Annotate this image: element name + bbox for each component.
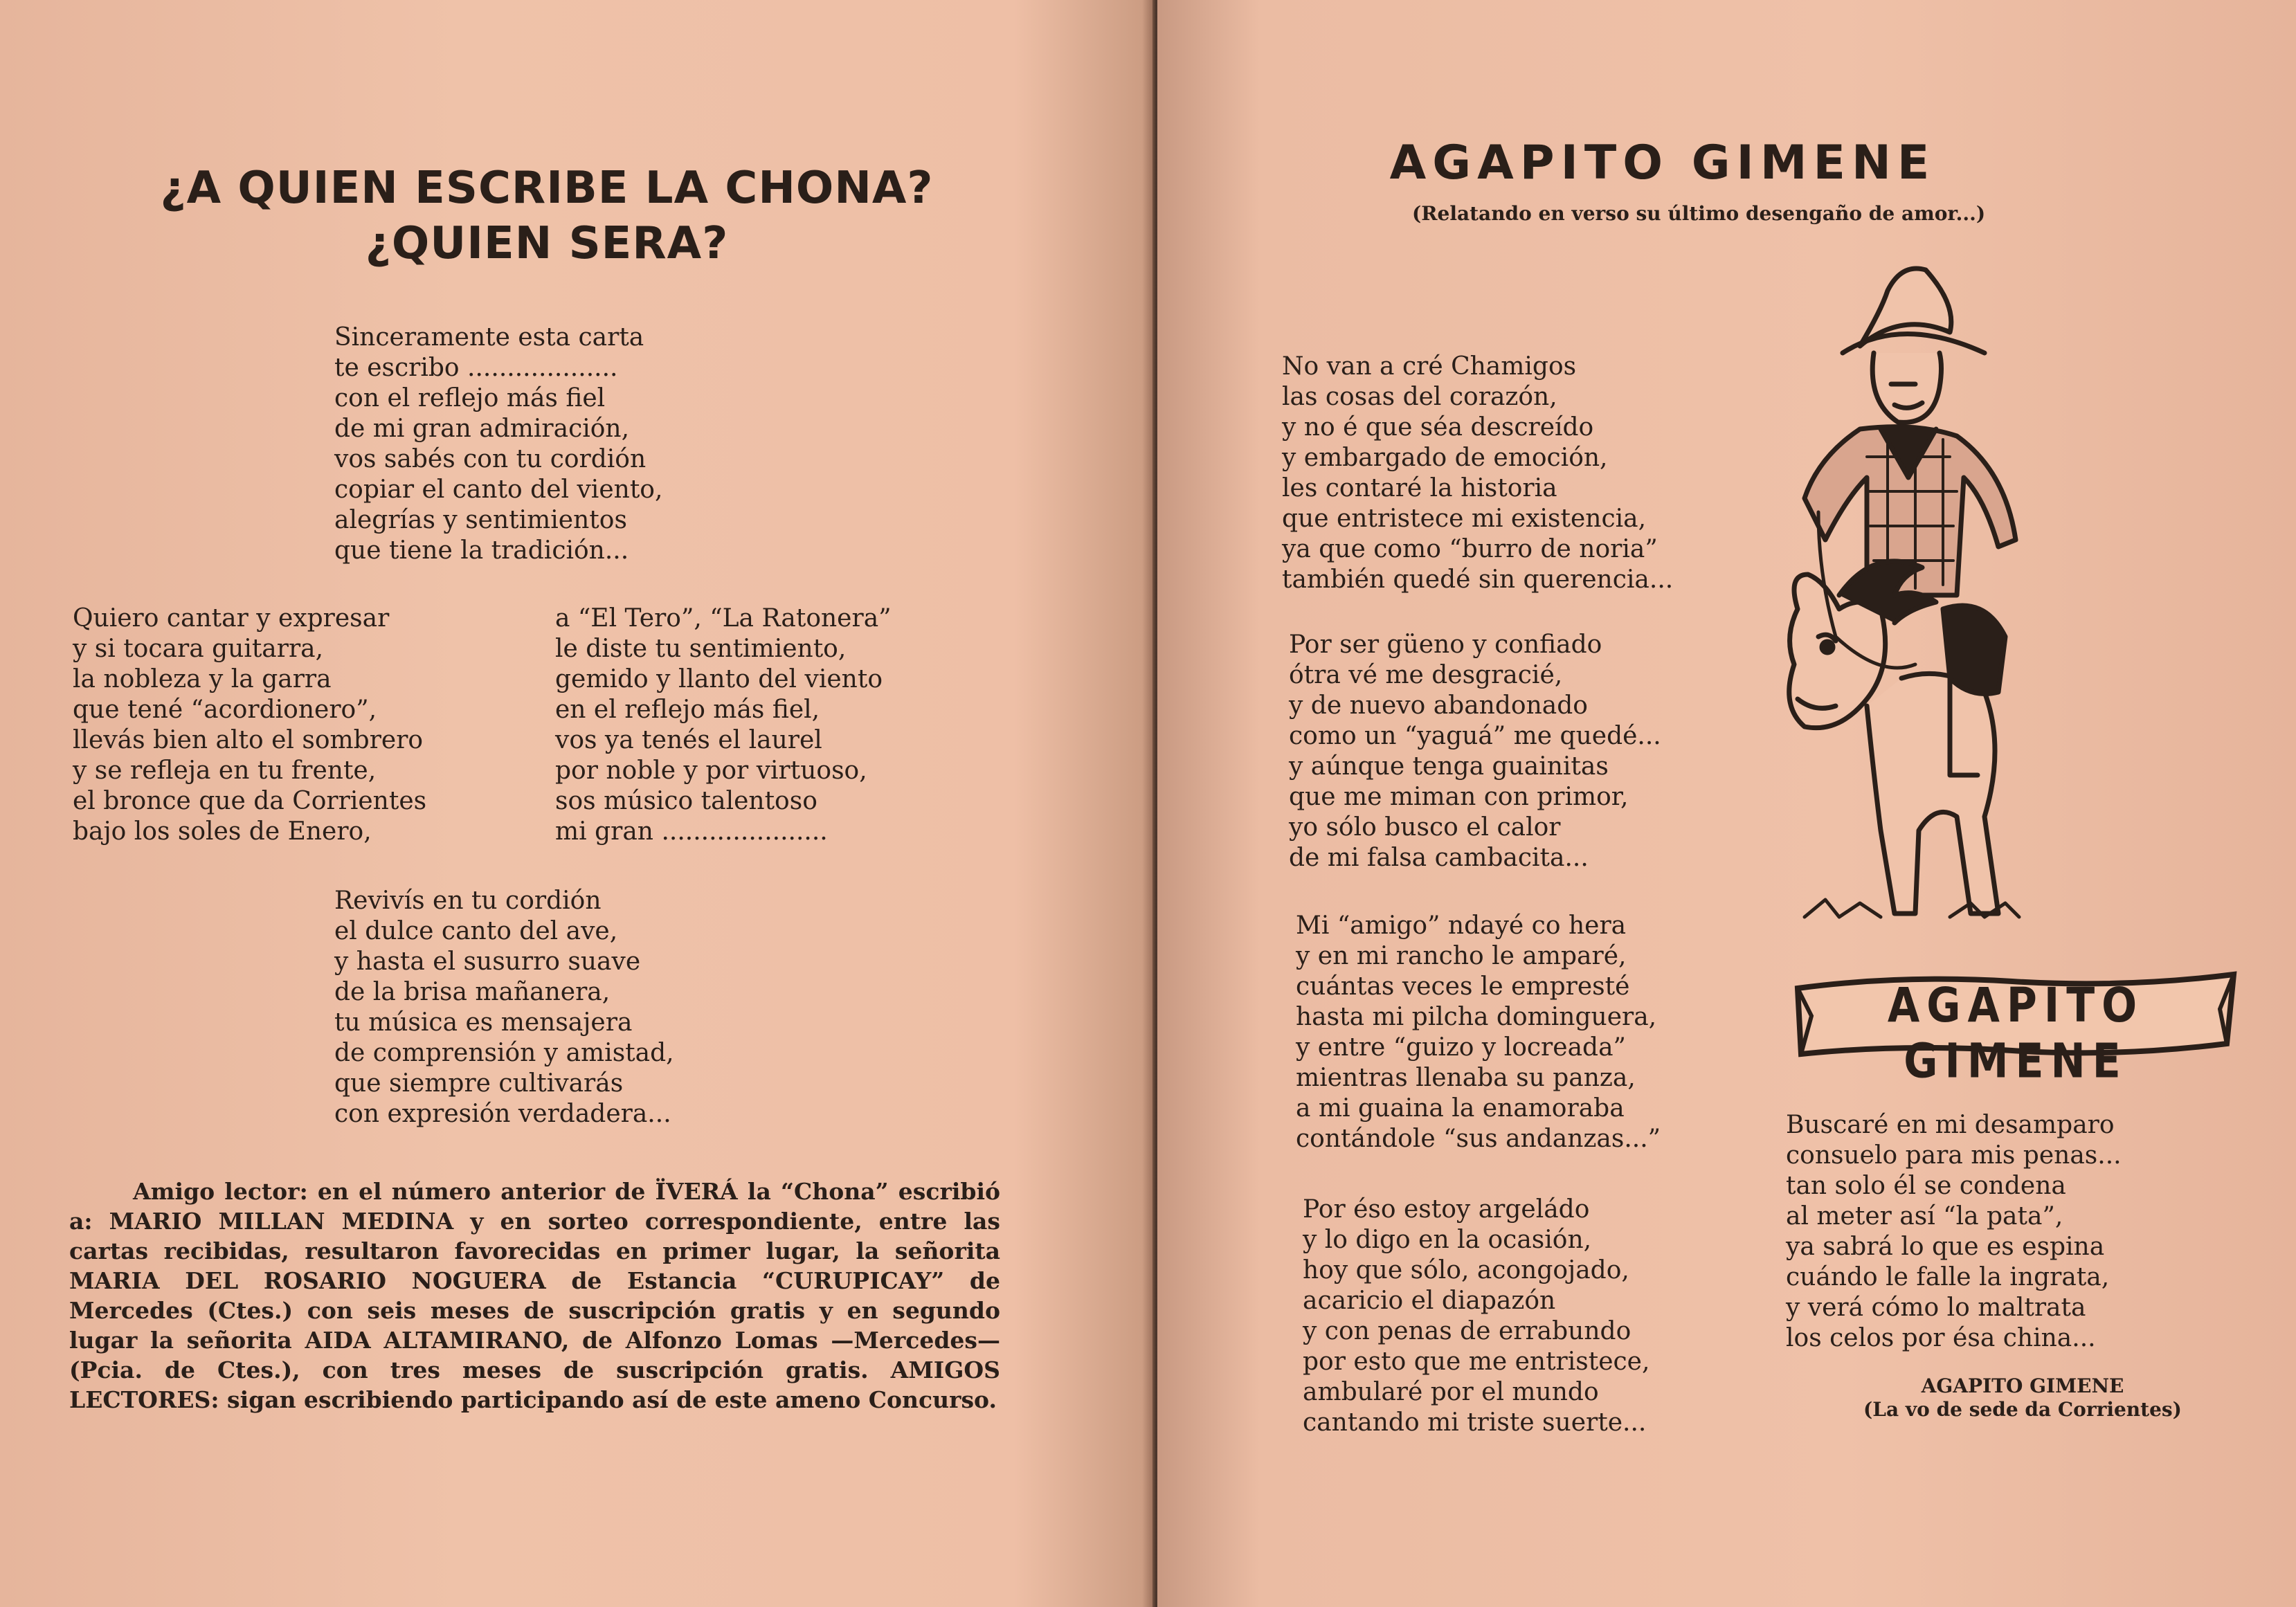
verse-line: No van a cré Chamigos <box>1282 352 1577 381</box>
verse-line: y se refleja en tu frente, <box>73 756 377 785</box>
verse-line: y entre “guizo y locreada” <box>1296 1033 1626 1062</box>
verse-line: ya que como “burro de noria” <box>1282 535 1658 563</box>
verse-line: tan solo él se condena <box>1786 1172 2066 1200</box>
verse-line: mientras llenaba su panza, <box>1296 1064 1636 1092</box>
signature-name: AGAPITO GIMENE <box>1921 1374 2124 1397</box>
verse-line: Revivís en tu cordión <box>334 887 602 915</box>
verse-line: y si tocara guitarra, <box>73 635 324 663</box>
verse-line: de mi falsa cambacita... <box>1289 844 1589 872</box>
verse-line: y verá cómo lo maltrata <box>1786 1293 2086 1322</box>
gaucho-horse-illustration <box>1777 249 2026 997</box>
verse-line: llevás bien alto el sombrero <box>73 726 424 754</box>
verse-line: y aúnque tenga guainitas <box>1289 752 1609 781</box>
verse-line: y con penas de errabundo <box>1303 1317 1631 1345</box>
verse-line: Buscaré en mi desamparo <box>1786 1111 2115 1139</box>
verse-line: ya sabrá lo que es espina <box>1786 1233 2105 1261</box>
verse-line: alegrías y sentimientos <box>334 506 627 534</box>
verse-line: copiar el canto del viento, <box>334 475 663 504</box>
signature-note: (La vo de sede da Corrientes) <box>1863 1398 2182 1421</box>
verse-line: por esto que me entristece, <box>1303 1347 1650 1376</box>
verse-line: contándole “sus andanzas...” <box>1296 1125 1661 1153</box>
poem-stanza-1 <box>334 323 662 566</box>
verse-line: Mi “amigo” ndayé co hera <box>1296 911 1627 940</box>
article-title <box>97 161 997 271</box>
poem-stanza-3 <box>1296 911 1661 1154</box>
verse-line: de la brisa mañanera, <box>334 978 611 1006</box>
verse-line: que siempre cultivarás <box>334 1069 624 1098</box>
verse-line: le diste tu sentimiento, <box>555 635 847 663</box>
verse-line: hoy que sólo, acongojado, <box>1303 1256 1629 1284</box>
verse-line: tu música es mensajera <box>334 1008 633 1037</box>
poem-subtitle: (Relatando en verso su último desengaño de amor...) <box>1412 202 1986 225</box>
verse-line: cuándo le falle la ingrata, <box>1786 1263 2110 1291</box>
verse-line: y en mi rancho le amparé, <box>1296 942 1627 970</box>
verse-line: que entristece mi existencia, <box>1282 505 1647 533</box>
verse-line: de mi gran admiración, <box>334 415 630 443</box>
verse-line: las cosas del corazón, <box>1282 383 1557 411</box>
verse-line: y hasta el susurro suave <box>334 947 641 976</box>
poem-stanza-4 <box>1303 1195 1649 1438</box>
poem-stanza-5 <box>1786 1110 2122 1354</box>
verse-line: cantando mi triste suerte... <box>1303 1408 1647 1437</box>
verse-line: el bronce que da Corrientes <box>73 787 427 815</box>
contest-announcement <box>69 1177 1000 1415</box>
title-line-1: ¿A QUIEN ESCRIBE LA CHONA? <box>160 163 934 214</box>
gaucho-illustration-drawing <box>1777 249 2026 997</box>
verse-line: a “El Tero”, “La Ratonera” <box>555 604 892 633</box>
verse-line: hasta mi pilcha dominguera, <box>1296 1003 1657 1031</box>
verse-line: yo sólo busco el calor <box>1289 813 1561 842</box>
verse-line: Sinceramente esta carta <box>334 323 644 352</box>
verse-line: ambularé por el mundo <box>1303 1378 1599 1406</box>
verse-line: Quiero cantar y expresar <box>73 604 390 633</box>
verse-line: sos músico talentoso <box>555 787 817 815</box>
poem-stanza-2 <box>1289 630 1661 873</box>
verse-line: a mi guaina la enamoraba <box>1296 1094 1625 1123</box>
verse-line: como un “yaguá” me quedé... <box>1289 722 1661 750</box>
verse-line: gemido y llanto del viento <box>555 665 883 693</box>
verse-line: también quedé sin querencia... <box>1282 565 1674 594</box>
verse-line: bajo los soles de Enero, <box>73 817 372 846</box>
right-page <box>1157 0 2296 1607</box>
poem-signature <box>1850 1374 2196 1422</box>
poem-stanza-2-right <box>555 603 892 847</box>
verse-line: con expresión verdadera... <box>334 1100 671 1128</box>
poem-title: AGAPITO GIMENE <box>1389 136 1936 190</box>
verse-line: que tiene la tradición... <box>334 536 629 565</box>
verse-line: los celos por ésa china... <box>1786 1324 2096 1352</box>
poem-stanza-1 <box>1282 352 1673 595</box>
verse-line: con el reflejo más fiel <box>334 384 606 412</box>
verse-line: al meter así “la pata”, <box>1786 1202 2063 1231</box>
verse-line: en el reflejo más fiel, <box>555 696 820 724</box>
verse-line: cuántas veces le empresté <box>1296 972 1630 1001</box>
verse-line: y embargado de emoción, <box>1282 444 1608 472</box>
verse-line: Por éso estoy argeládo <box>1303 1195 1590 1224</box>
verse-line: mi gran ..................... <box>555 817 828 846</box>
verse-line: vos sabés con tu cordión <box>334 445 647 473</box>
verse-line: por noble y por virtuoso, <box>555 756 867 785</box>
poem-stanza-2-left <box>73 603 426 847</box>
verse-line: acaricio el diapazón <box>1303 1287 1556 1315</box>
poem-stanza-3 <box>334 886 674 1129</box>
verse-line: que tené “acordionero”, <box>73 696 377 724</box>
title-line-2: ¿QUIEN SERA? <box>365 218 729 269</box>
verse-line: consuelo para mis penas... <box>1786 1141 2122 1170</box>
verse-line: la nobleza y la garra <box>73 665 332 693</box>
verse-line: Por ser güeno y confiado <box>1289 630 1602 659</box>
verse-line: ótra vé me desgracié, <box>1289 661 1563 689</box>
verse-line: vos ya tenés el laurel <box>555 726 822 754</box>
announcement-text: Amigo lector: en el número anterior de ÏVERÁ la “Chona” escribió a: MARIO MILLAN MEDINA y en sorteo correspondiente, entre las cartas recibidas, resultaron favorecidas en primer lugar, la señorita MARIA DEL ROSARIO NOGUERA de Estancia “CURUPICAY” de Mercedes (Ctes.) con seis meses de suscripción gratis y en segundo lugar la señorita AIDA ALTAMIRANO, de Alfonzo Lomas —Mercedes— (Pcia. de Ctes.), con tres meses de suscripción gratis. AMIGOS LECTORES: sigan escribiendo participando así de este ameno Concurso. <box>69 1178 1000 1413</box>
verse-line: el dulce canto del ave, <box>334 917 618 945</box>
verse-line: y de nuevo abandonado <box>1289 691 1588 720</box>
verse-line: te escribo ................... <box>334 354 618 382</box>
verse-line: que me miman con primor, <box>1289 783 1629 811</box>
verse-line: y lo digo en la ocasión, <box>1303 1226 1592 1254</box>
verse-line: les contaré la historia <box>1282 474 1557 502</box>
banner-name-text: AGAPITO GIMENE <box>1887 977 2144 1089</box>
verse-line: y no é que séa descreído <box>1282 413 1594 442</box>
verse-line: de comprensión y amistad, <box>334 1039 674 1067</box>
name-banner <box>1791 961 2241 1089</box>
